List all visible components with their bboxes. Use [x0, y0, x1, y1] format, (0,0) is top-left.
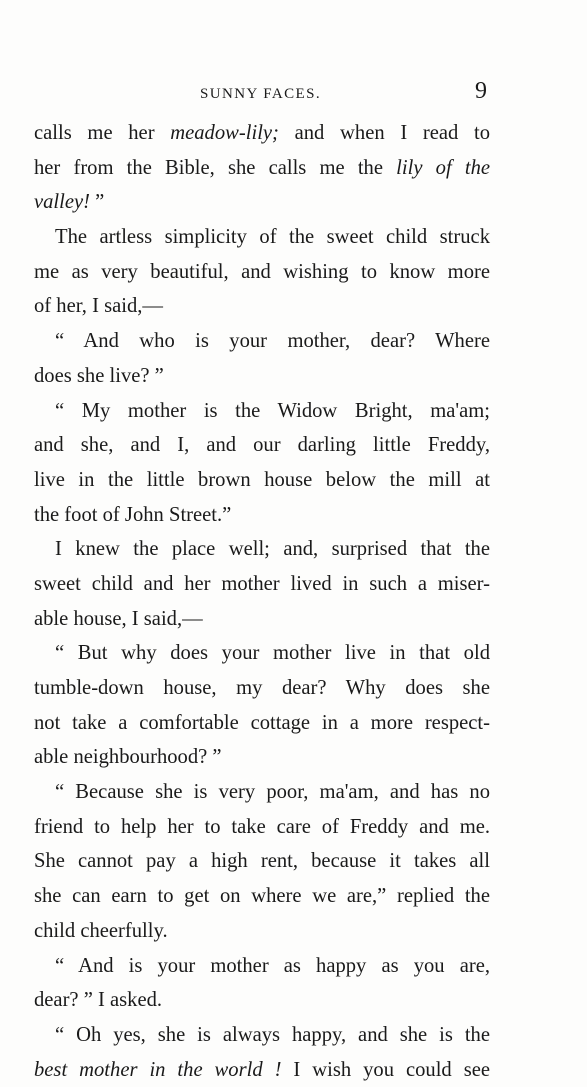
text-run: the foot of John Street.” [34, 503, 232, 526]
text-line [34, 1053, 490, 1087]
text-run: dear? ” I asked. [34, 989, 163, 1012]
text-run: able neighbourhood? ” [34, 746, 222, 769]
text-line [34, 324, 490, 359]
text-run: She cannot pay a high rent, because it takes all [34, 850, 490, 873]
text-run: able house, I said,— [34, 607, 203, 630]
paragraph [34, 775, 490, 948]
text-line [34, 602, 490, 637]
text-line [34, 428, 490, 463]
text-run: “ And who is your mother, dear? Where [55, 330, 490, 353]
text-run: “ Oh yes, she is always happy, and she is the [55, 1023, 490, 1046]
paragraph [34, 532, 490, 636]
text-line [34, 220, 490, 255]
italic-text: meadow-lily; [170, 122, 279, 144]
text-line [34, 463, 490, 498]
page-header [0, 80, 587, 110]
text-run: sweet child and her mother lived in such a miser- [34, 572, 490, 595]
text-line [34, 567, 490, 602]
text-run: ” [90, 191, 105, 214]
text-line [34, 498, 490, 533]
text-run: she can earn to get on where we are,” replied the [34, 885, 490, 908]
italic-text: lily of the [396, 156, 491, 179]
text-line [34, 706, 490, 741]
text-line [34, 740, 490, 775]
text-line [34, 532, 490, 567]
text-run: The artless simplicity of the sweet child struck [55, 226, 490, 249]
text-run: and when I read to [278, 122, 490, 144]
text-run: child cheerfully. [34, 919, 168, 942]
text-line [34, 844, 490, 879]
text-line [34, 1018, 490, 1053]
paragraph [34, 1018, 490, 1087]
paragraph [34, 220, 490, 324]
text-line [34, 394, 490, 429]
page-number: 9 [475, 78, 487, 104]
text-run: me as very beautiful, and wishing to know more [34, 260, 490, 283]
text-run: “ My mother is the Widow Bright, ma'am; [55, 399, 490, 422]
body-text [34, 116, 490, 1087]
paragraph [34, 394, 490, 533]
paragraph [34, 324, 490, 393]
text-line [34, 914, 490, 949]
paragraph [34, 949, 490, 1018]
text-line [34, 810, 490, 845]
text-run: does she live? ” [34, 364, 164, 387]
text-line [34, 116, 490, 151]
text-line [34, 185, 490, 220]
text-run: and she, and I, and our darling little Freddy, [34, 434, 490, 457]
text-run: I knew the place well; and, surprised that the [55, 538, 490, 561]
text-line [34, 775, 490, 810]
text-line [34, 879, 490, 914]
text-run: of her, I said,— [34, 295, 163, 318]
text-run: not take a comfortable cottage in a more respect- [34, 711, 490, 734]
text-line [34, 983, 490, 1018]
text-run: calls me her [34, 122, 171, 144]
text-run: tumble-down house, my dear? Why does she [34, 677, 490, 699]
text-run: live in the little brown house below the mill at [34, 468, 490, 491]
text-line [34, 255, 490, 290]
text-line [34, 289, 490, 324]
text-run: her from the Bible, she calls me the [34, 156, 397, 179]
text-run: “ But why does your mother live in that old [55, 642, 490, 665]
text-line [34, 151, 490, 186]
text-line [34, 359, 490, 394]
text-line [34, 949, 490, 984]
italic-text: valley! [34, 191, 91, 214]
text-line [34, 671, 490, 706]
running-title: SUNNY FACES. [200, 86, 321, 102]
italic-text: best mother in the world ! [34, 1058, 282, 1081]
paragraph [34, 116, 490, 220]
text-run: “ Because she is very poor, ma'am, and has no [55, 781, 490, 804]
text-run: “ And is your mother as happy as you are, [55, 954, 490, 977]
text-run: I wish you could see [281, 1058, 490, 1081]
text-run: friend to help her to take care of Freddy and me. [34, 815, 490, 838]
text-line [34, 636, 490, 671]
paragraph [34, 636, 490, 775]
